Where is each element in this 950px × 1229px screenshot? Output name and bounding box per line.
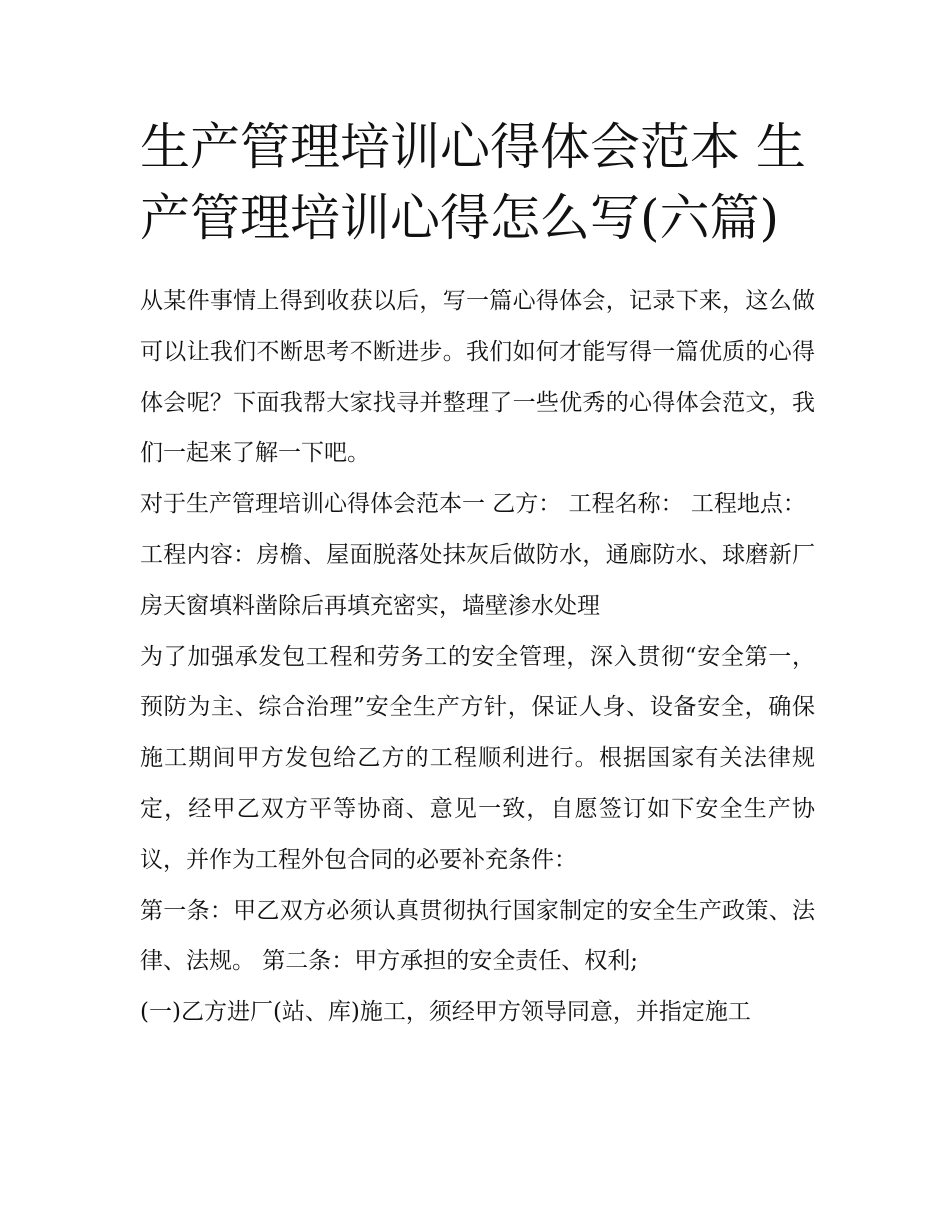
intro-paragraph: 从某件事情上得到收获以后，写一篇心得体会，记录下来，这么做可以让我们不断思考不断进步。我们如何才能写得一篇优质的心得体会呢？下面我帮大家找寻并整理了一些优秀的心得体会范文，我们一起来了解一下吧。	[140, 288, 815, 467]
section-heading-paragraph: 对于生产管理培训心得体会范本一 乙方： 工程名称： 工程地点：	[140, 491, 806, 518]
document-body	[140, 276, 815, 1038]
clause-one-paragraph: (一)乙方进厂(站、库)施工，须经甲方领导同意，并指定施工	[140, 999, 751, 1026]
document-title: 生产管理培训心得体会范本 生产管理培训心得怎么写(六篇)	[140, 118, 806, 247]
agreement-purpose-paragraph: 为了加强承发包工程和劳务工的安全管理，深入贯彻“安全第一，预防为主、综合治理”安全生产方针，保证人身、设备安全，确保施工期间甲方发包给乙方的工程顺利进行。根据国家有关法律规定，经甲乙双方平等协商、意见一致，自愿签订如下安全生产协议，并作为工程外包合同的必要补充条件：	[140, 643, 815, 873]
article-one-two-paragraph: 第一条：甲乙双方必须认真贯彻执行国家制定的安全生产政策、法律、法规。 第二条：甲方承担的安全责任、权利;	[140, 897, 815, 975]
project-content-paragraph: 工程内容：房檐、屋面脱落处抹灰后做防水，通廊防水、球磨新厂房天窗填料凿除后再填充密实，墙壁渗水处理	[140, 541, 815, 619]
